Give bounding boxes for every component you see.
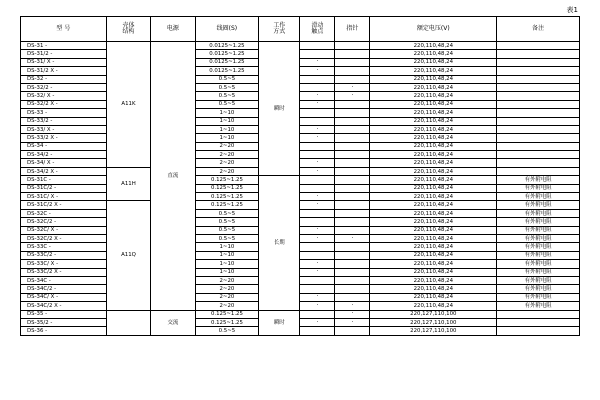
table-row [21,92,580,100]
table-row [21,243,580,251]
cell-model: DS-32 - [21,75,107,83]
cell-rated-voltage: 220,110,48,24 [370,100,497,108]
cell-rated-voltage: 220,110,48,24 [370,50,497,58]
cell-rated-voltage: 220,110,48,24 [370,276,497,284]
cell-pointer [335,193,370,201]
cell-coil-range: 1~10 [195,117,259,125]
cell-pointer [335,327,370,335]
cell-coil-range: 2~20 [195,293,259,301]
cell-model: DS-31 - [21,42,107,50]
cell-rated-voltage: 220,110,48,24 [370,293,497,301]
cell-note [497,42,580,50]
cell-rated-voltage: 220,110,48,24 [370,125,497,133]
table-row [21,167,580,175]
cell-pointer [335,117,370,125]
cell-coil-range: 1~10 [195,125,259,133]
cell-pointer: · [335,310,370,318]
cell-note [497,83,580,91]
cell-note [497,50,580,58]
cell-model: DS-34C/ X - [21,293,107,301]
cell-pointer [335,75,370,83]
cell-moving-contact: · [300,125,335,133]
cell-rated-voltage: 220,110,48,24 [370,117,497,125]
cell-moving-contact: · [300,134,335,142]
table-row [21,75,580,83]
cell-coil-range: 1~10 [195,243,259,251]
table-row [21,142,580,150]
cell-coil-range: 0.5~5 [195,92,259,100]
cell-pointer [335,42,370,50]
cell-shell-structure: A11K [106,42,150,168]
table-row [21,109,580,117]
cell-moving-contact: · [300,167,335,175]
col-header-moving-contact: 滑动 触点 [300,17,335,42]
cell-note [497,67,580,75]
table-row [21,83,580,91]
col-header-model: 型 号 [21,17,107,42]
cell-rated-voltage: 220,110,48,24 [370,302,497,310]
cell-moving-contact: · [300,67,335,75]
cell-moving-contact: · [300,58,335,66]
cell-pointer [335,50,370,58]
cell-note [497,142,580,150]
table-row [21,293,580,301]
table-row [21,125,580,133]
cell-note: 有外附电阻 [497,285,580,293]
cell-rated-voltage: 220,110,48,24 [370,58,497,66]
cell-pointer [335,151,370,159]
cell-moving-contact [300,151,335,159]
cell-rated-voltage: 220,110,48,24 [370,83,497,91]
cell-model: DS-31/2 X - [21,67,107,75]
cell-coil-range: 1~10 [195,268,259,276]
cell-pointer: · [335,318,370,326]
cell-note [497,92,580,100]
cell-coil-range: 0.0125~1.25 [195,42,259,50]
cell-model: DS-31/2 - [21,50,107,58]
cell-power-source: 直流 [151,42,195,311]
cell-coil-range: 0.5~5 [195,75,259,83]
col-header-mode: 工作 方式 [259,17,300,42]
cell-model: DS-33C - [21,243,107,251]
cell-rated-voltage: 220,110,48,24 [370,201,497,209]
cell-pointer: · [335,234,370,242]
cell-coil-range: 0.5~5 [195,234,259,242]
cell-coil-range: 2~20 [195,151,259,159]
cell-pointer [335,243,370,251]
cell-pointer: · [335,92,370,100]
cell-rated-voltage: 220,110,48,24 [370,243,497,251]
cell-pointer [335,285,370,293]
cell-note [497,327,580,335]
table-row [21,285,580,293]
cell-model: DS-32/2 - [21,83,107,91]
table-row [21,193,580,201]
cell-moving-contact [300,276,335,284]
col-header-voltage: 额定电压(V) [370,17,497,42]
cell-moving-contact: · [300,92,335,100]
cell-rated-voltage: 220,110,48,24 [370,42,497,50]
cell-moving-contact [300,251,335,259]
cell-coil-range: 0.5~5 [195,226,259,234]
cell-rated-voltage: 220,110,48,24 [370,251,497,259]
cell-model: DS-32C/2 X - [21,234,107,242]
cell-note [497,125,580,133]
table-row [21,318,580,326]
cell-rated-voltage: 220,110,48,24 [370,193,497,201]
cell-note: 有外附电阻 [497,209,580,217]
cell-moving-contact: · [300,201,335,209]
cell-coil-range: 0.0125~1.25 [195,67,259,75]
cell-model: DS-32/2 X - [21,100,107,108]
cell-coil-range: 1~10 [195,134,259,142]
cell-rated-voltage: 220,110,48,24 [370,75,497,83]
cell-pointer [335,58,370,66]
cell-note [497,100,580,108]
table-row [21,58,580,66]
cell-moving-contact: · [300,159,335,167]
cell-model: DS-34C - [21,276,107,284]
cell-pointer [335,159,370,167]
cell-power-source: 交流 [151,310,195,335]
cell-note [497,159,580,167]
cell-model: DS-34 - [21,142,107,150]
cell-note: 有外附电阻 [497,302,580,310]
spec-table [20,16,580,336]
table-row [21,218,580,226]
cell-model: DS-36 - [21,327,107,335]
table-row [21,176,580,184]
cell-pointer [335,142,370,150]
cell-note [497,134,580,142]
cell-model: DS-33C/2 - [21,251,107,259]
table-row [21,260,580,268]
cell-model: DS-34/2 - [21,151,107,159]
cell-moving-contact [300,50,335,58]
table-row [21,234,580,242]
cell-note: 有外附电阻 [497,260,580,268]
table-row [21,50,580,58]
cell-rated-voltage: 220,127,110,100 [370,327,497,335]
cell-pointer [335,218,370,226]
cell-rated-voltage: 220,110,48,24 [370,67,497,75]
col-header-shell: 壳体 结构 [106,17,150,42]
cell-rated-voltage: 220,110,48,24 [370,260,497,268]
cell-rated-voltage: 220,110,48,24 [370,92,497,100]
cell-coil-range: 0.125~1.25 [195,193,259,201]
cell-coil-range: 0.5~5 [195,83,259,91]
cell-rated-voltage: 220,110,48,24 [370,151,497,159]
cell-rated-voltage: 220,110,48,24 [370,285,497,293]
cell-model: DS-31C/2 X - [21,201,107,209]
cell-model: DS-32C/ X - [21,226,107,234]
cell-rated-voltage: 220,110,48,24 [370,209,497,217]
cell-model: DS-34/2 X - [21,167,107,175]
cell-coil-range: 0.125~1.25 [195,184,259,192]
cell-coil-range: 0.125~1.25 [195,310,259,318]
cell-note: 有外附电阻 [497,218,580,226]
table-row [21,251,580,259]
cell-shell-structure: A11H [106,167,150,201]
cell-moving-contact: · [300,226,335,234]
table-row [21,226,580,234]
cell-model: DS-31C - [21,176,107,184]
cell-model: DS-35/2 - [21,318,107,326]
cell-coil-range: 1~10 [195,260,259,268]
cell-pointer [335,184,370,192]
cell-note: 有外附电阻 [497,234,580,242]
cell-rated-voltage: 220,110,48,24 [370,226,497,234]
cell-moving-contact [300,243,335,251]
cell-coil-range: 0.125~1.25 [195,176,259,184]
cell-model: DS-33/2 - [21,117,107,125]
cell-rated-voltage: 220,110,48,24 [370,142,497,150]
cell-model: DS-33/ X - [21,125,107,133]
cell-moving-contact: · [300,318,335,326]
cell-pointer [335,125,370,133]
cell-pointer: · [335,302,370,310]
cell-moving-contact: · [300,193,335,201]
table-header-row [21,17,580,42]
cell-coil-range: 0.5~5 [195,218,259,226]
cell-coil-range: 0.125~1.25 [195,318,259,326]
cell-work-mode: 瞬时 [259,310,300,335]
cell-pointer [335,67,370,75]
cell-model: DS-31/ X - [21,58,107,66]
cell-note: 有外附电阻 [497,226,580,234]
cell-model: DS-33C/ X - [21,260,107,268]
cell-moving-contact: · [300,260,335,268]
cell-coil-range: 0.5~5 [195,100,259,108]
cell-coil-range: 2~20 [195,159,259,167]
cell-note: 有外附电阻 [497,193,580,201]
table-head [21,17,580,42]
col-header-pointer: 指针 [335,17,370,42]
cell-coil-range: 0.125~1.25 [195,201,259,209]
cell-model: DS-31C/2 - [21,184,107,192]
cell-moving-contact [300,209,335,217]
cell-coil-range: 2~20 [195,285,259,293]
cell-note [497,58,580,66]
cell-pointer [335,167,370,175]
cell-pointer [335,109,370,117]
table-row [21,42,580,50]
table-row [21,184,580,192]
cell-pointer [335,260,370,268]
cell-moving-contact: · [300,100,335,108]
cell-pointer [335,293,370,301]
table-row [21,159,580,167]
table-row [21,201,580,209]
cell-shell-structure: A11Q [106,201,150,310]
col-header-coil: 线圈(S) [195,17,259,42]
cell-coil-range: 2~20 [195,302,259,310]
table-row [21,151,580,159]
cell-work-mode: 长期 [259,176,300,310]
table-row [21,67,580,75]
cell-pointer [335,268,370,276]
cell-coil-range: 2~20 [195,142,259,150]
cell-moving-contact [300,117,335,125]
cell-coil-range: 1~10 [195,109,259,117]
cell-rated-voltage: 220,110,48,24 [370,109,497,117]
cell-model: DS-33C/2 X - [21,268,107,276]
cell-moving-contact [300,176,335,184]
cell-note: 有外附电阻 [497,251,580,259]
cell-moving-contact: · [300,293,335,301]
cell-moving-contact: · [300,234,335,242]
cell-coil-range: 0.0125~1.25 [195,58,259,66]
cell-model: DS-34C/2 X - [21,302,107,310]
cell-note: 有外附电阻 [497,176,580,184]
cell-pointer [335,176,370,184]
cell-note [497,75,580,83]
cell-model: DS-32C - [21,209,107,217]
cell-moving-contact [300,75,335,83]
table-row [21,310,580,318]
cell-note [497,109,580,117]
cell-shell-structure [106,310,150,335]
cell-moving-contact [300,142,335,150]
cell-model: DS-33/2 X - [21,134,107,142]
cell-note: 有外附电阻 [497,243,580,251]
cell-pointer [335,226,370,234]
cell-rated-voltage: 220,110,48,24 [370,218,497,226]
cell-model: DS-34C/2 - [21,285,107,293]
cell-pointer [335,209,370,217]
col-header-power: 电源 [151,17,195,42]
table-row [21,268,580,276]
cell-note [497,151,580,159]
table-row [21,302,580,310]
cell-note [497,318,580,326]
cell-rated-voltage: 220,110,48,24 [370,268,497,276]
cell-coil-range: 0.5~5 [195,327,259,335]
cell-model: DS-32C/2 - [21,218,107,226]
cell-rated-voltage: 220,110,48,24 [370,134,497,142]
table-row [21,100,580,108]
col-header-note: 备注 [497,17,580,42]
cell-rated-voltage: 220,127,110,100 [370,310,497,318]
cell-note [497,117,580,125]
cell-note: 有外附电阻 [497,293,580,301]
cell-pointer [335,100,370,108]
table-caption: 表1 [566,6,578,14]
cell-rated-voltage: 220,110,48,24 [370,184,497,192]
cell-moving-contact [300,83,335,91]
table-row [21,209,580,217]
table-body [21,42,580,336]
cell-coil-range: 0.0125~1.25 [195,50,259,58]
cell-moving-contact [300,218,335,226]
cell-note: 有外附电阻 [497,201,580,209]
cell-model: DS-35 - [21,310,107,318]
cell-moving-contact [300,184,335,192]
cell-pointer [335,201,370,209]
cell-model: DS-31C/ X - [21,193,107,201]
table-row [21,327,580,335]
cell-coil-range: 2~20 [195,167,259,175]
cell-rated-voltage: 220,110,48,24 [370,234,497,242]
cell-pointer [335,276,370,284]
table-row [21,276,580,284]
cell-moving-contact [300,327,335,335]
table-row [21,134,580,142]
cell-note [497,310,580,318]
cell-rated-voltage: 220,110,48,24 [370,167,497,175]
cell-pointer [335,134,370,142]
cell-rated-voltage: 220,127,110,100 [370,318,497,326]
cell-moving-contact: · [300,302,335,310]
table-row [21,117,580,125]
cell-model: DS-32/ X - [21,92,107,100]
cell-rated-voltage: 220,110,48,24 [370,176,497,184]
cell-coil-range: 0.5~5 [195,209,259,217]
cell-work-mode: 瞬时 [259,42,300,176]
cell-note [497,167,580,175]
cell-pointer [335,251,370,259]
cell-note: 有外附电阻 [497,184,580,192]
cell-rated-voltage: 220,110,48,24 [370,159,497,167]
cell-coil-range: 1~10 [195,251,259,259]
cell-moving-contact [300,42,335,50]
cell-model: DS-34/ X - [21,159,107,167]
cell-moving-contact [300,285,335,293]
cell-moving-contact [300,109,335,117]
cell-moving-contact: · [300,268,335,276]
cell-pointer: · [335,83,370,91]
cell-note: 有外附电阻 [497,276,580,284]
cell-coil-range: 2~20 [195,276,259,284]
cell-moving-contact [300,310,335,318]
cell-note: 有外附电阻 [497,268,580,276]
cell-model: DS-33 - [21,109,107,117]
